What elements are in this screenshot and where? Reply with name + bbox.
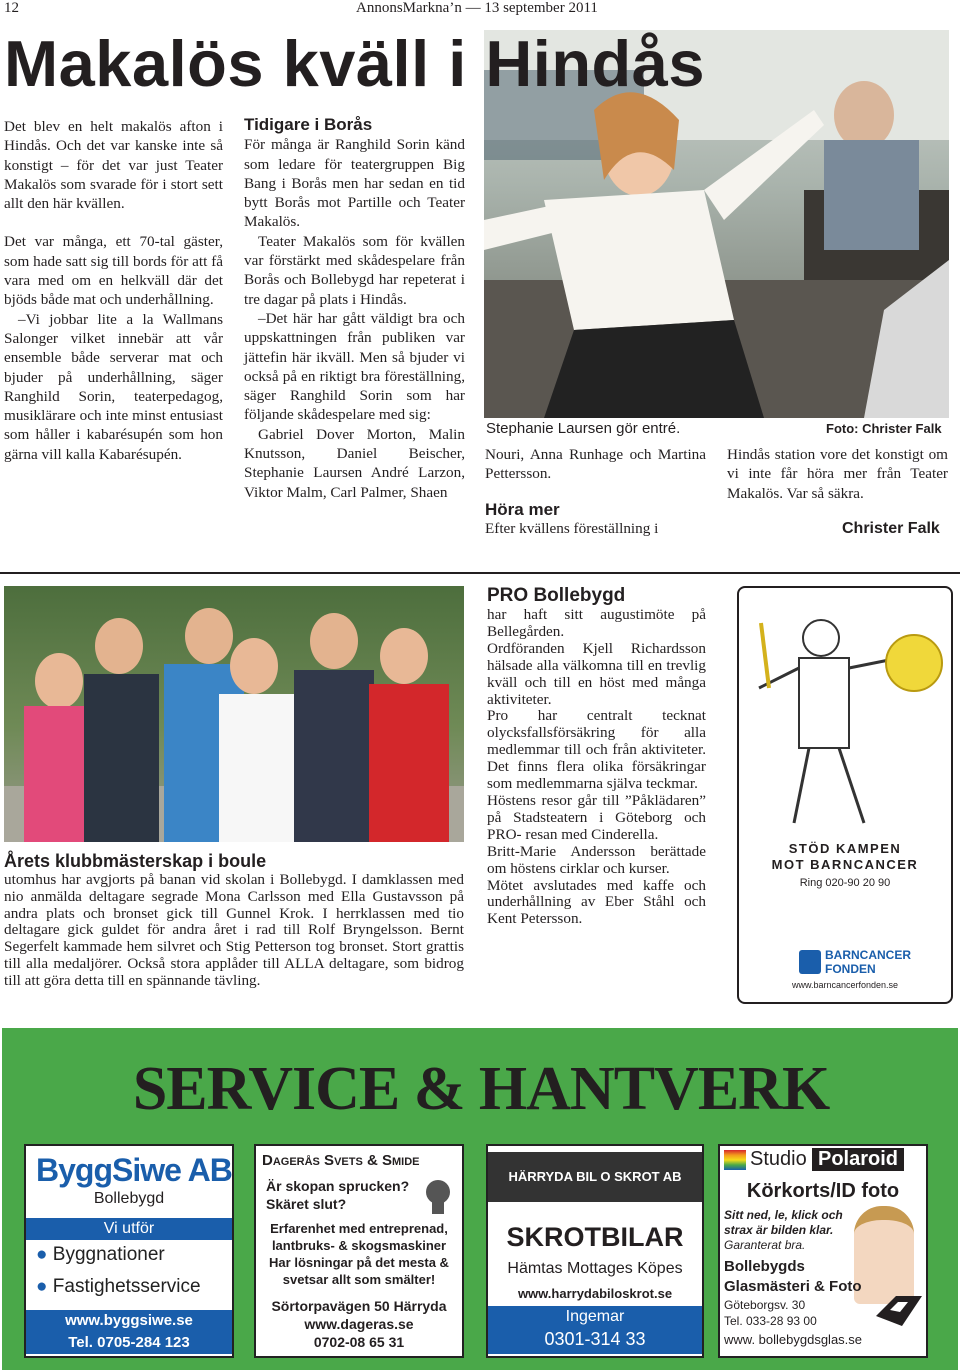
- logo-icon: [799, 950, 821, 974]
- boule-photo-illustration: [4, 586, 464, 842]
- harryda-logo: HÄRRYDA BIL O SKROT AB: [488, 1152, 702, 1202]
- byggsiwe-ad[interactable]: [24, 1144, 234, 1358]
- boule-heading: Årets klubbmästerskap i boule: [4, 851, 267, 871]
- dageras-body: Erfarenhet med entreprenad, lantbruks- & skogsmaskiner Har lösningar på det mesta & svetsar allt som smälter!: [269, 1221, 449, 1287]
- paragraph: Det var många, ett 70-tal gäster, som hade satt sig till bords för att få vara med om en helkväll där det bjöds både mat och underhållning.: [4, 233, 223, 309]
- pro-text: [487, 607, 706, 928]
- byggsiwe-item-1: [36, 1244, 165, 1266]
- cancer-url[interactable]: www.barncancerfonden.se: [791, 980, 899, 990]
- rainbow-stripe-icon: [724, 1150, 746, 1170]
- paragraph: Nouri, Anna Runhage och Martina Pettersson.: [485, 446, 706, 483]
- boule-block: [4, 850, 464, 990]
- polaroid-tel: Tel. 033-28 93 00: [724, 1314, 817, 1328]
- polaroid-ad[interactable]: [718, 1144, 928, 1358]
- paragraph: Teater Makalös som för kvällen var förstärkt med skådespelare från Borås och Bollebygd har repeterat i tre dagar på plats i Hindås.: [244, 232, 465, 308]
- paragraph: –Det här har gått väldigt bra och uppskattningen från publiken var jättefin här ikväll. Men så bjuder vi också på en riktigt bra föreställning, säger Ranghild Sorin som har följande skådespelare med sig:: [244, 309, 465, 424]
- article-column-3: [485, 445, 706, 538]
- logo-text-1: BARNCANCER: [825, 948, 911, 962]
- paragraph: –Vi jobbar lite a la Wallmans Salonger vilket innebär att vår ensemble både serverar mat och bjuder på underhållning, säger Ranghild Sorin, teaterpedagog, musiklärare och inte minst entusiast som håller i kabarésupén som hon gärna vill kalla Kabarésupén.: [4, 310, 223, 463]
- article-column-1: [4, 117, 223, 464]
- polaroid-logo-icon: [876, 1296, 922, 1326]
- knight-drawing-icon: [739, 588, 951, 838]
- cancer-line2: MOT BARNCANCER: [771, 857, 919, 872]
- byggsiwe-vi-utfor: Vi utför: [26, 1218, 232, 1240]
- polaroid-address: Göteborgsv. 30: [724, 1298, 806, 1312]
- service-item: Byggnationer: [52, 1244, 165, 1265]
- polaroid-studio: Studio: [750, 1148, 807, 1170]
- paragraph: har haft sitt augustimöte på Bellegården.: [487, 606, 706, 640]
- headline: Makalös kväll i Hindås: [4, 27, 706, 100]
- boule-photo: [4, 586, 464, 842]
- paragraph: Britt-Marie Andersson berättade om höstens cirklar och kurser.: [487, 842, 706, 877]
- harryda-title: SKROTBILAR: [506, 1222, 684, 1252]
- anvil-skull-icon: [418, 1176, 458, 1216]
- harryda-tel: 0301-314 33: [544, 1329, 646, 1349]
- paragraph: Ordföranden Kjell Richardsson hälsade alla välkomna till en trevlig kväll och till en höst med många aktiviteter.: [487, 639, 706, 708]
- article-column-4: [727, 445, 948, 503]
- byggsiwe-tel: Tel. 0705-284 123: [26, 1332, 232, 1354]
- harryda-web[interactable]: www.harrydabiloskrot.se: [517, 1286, 673, 1301]
- dageras-ad[interactable]: [254, 1144, 464, 1358]
- harryda-sub: Hämtas Mottages Köpes: [507, 1260, 683, 1277]
- service-banner: [30, 1046, 932, 1134]
- paragraph: Höstens resor går till ”Påklädaren” på Stadsteatern i Göteborg och PRO- resan med Cinderella.: [487, 791, 706, 843]
- service-section: [2, 1028, 958, 1370]
- paragraph: Mötet avslutades med kaffe och underhållning av Eber Ståhl och Kent Petersson.: [487, 876, 706, 928]
- harryda-contact-box: [488, 1306, 702, 1354]
- harryda-ad[interactable]: [486, 1144, 704, 1358]
- dageras-address: Sörtorpavägen 50 Härryda: [271, 1298, 447, 1314]
- cancer-line1: STÖD KAMPEN: [788, 841, 902, 856]
- dageras-q2: Skäret slut?: [266, 1196, 347, 1212]
- polaroid-web[interactable]: www. bollebygdsglas.se: [724, 1332, 863, 1347]
- paragraph: Efter kvällens föreställning i: [485, 519, 659, 537]
- paragraph: Hindås station vore det konstigt om vi inte får höra mer från Teater Makalös. Var så säkra.: [727, 446, 948, 502]
- byggsiwe-name: ByggSiwe AB: [36, 1152, 232, 1188]
- photo-credit: Foto: Christer Falk: [826, 421, 942, 436]
- boule-text: utomhus har avgjorts på banan vid skolan i Bollebygd. I damklassen med nio anmälda deltagare segrade Mona Carlsson med Ella Gustavsson på andra plats och bronset gick till Gunnel Krok. I herrklassen med tio deltagare gick guldet för andra året i rad till Rolf Bryngelsson. Bernt Segerfelt kammade hem silvret och Stig Petterson tog bronset. Stort grattis till alla medaljörer. Också stora applåder till ALLA deltagare, som bidrog till att göra detta till en spännande tävling.: [4, 871, 464, 989]
- subheading: Höra mer: [485, 499, 560, 519]
- service-item: Fastighetsservice: [52, 1276, 201, 1297]
- polaroid-tag3: Garanterat bra.: [724, 1238, 806, 1252]
- polaroid-tag2: strax är bilden klar.: [724, 1223, 834, 1237]
- dageras-tel: 0702-08 65 31: [313, 1334, 405, 1350]
- publication-line: AnnonsMarkna’n — 13 september 2011: [356, 0, 598, 16]
- service-title: SERVICE & HANTVERK: [132, 1055, 830, 1123]
- page-number: 12: [4, 0, 19, 16]
- paragraph: Det blev en helt makalös afton i Hindås. Och det var kanske inte så konstigt – för det var just Teater Makalös som svarade för i stort sett allt den här kvällen.: [4, 118, 223, 213]
- paragraph: Pro har centralt tecknat olycksfallsförsäkring för alla medlemmar till och från aktiviteter. Det finns flera olika försäkringar som medlemmarna själva teckmar.: [487, 707, 706, 793]
- byggsiwe-web[interactable]: www.byggsiwe.se: [26, 1310, 232, 1332]
- barncancer-ad[interactable]: [737, 586, 953, 1004]
- polaroid-title: Körkorts/ID foto: [746, 1180, 900, 1202]
- polaroid-tag1: Sitt ned, le, klick och: [724, 1208, 843, 1222]
- section-divider: [0, 572, 960, 574]
- byggsiwe-town: Bollebygd: [93, 1190, 165, 1207]
- cancer-phone: Ring 020-90 20 90: [799, 877, 891, 889]
- byggsiwe-item-2: [36, 1276, 201, 1298]
- pro-block: [487, 585, 706, 928]
- logo-text-2: FONDEN: [825, 962, 876, 976]
- polaroid-name2: Glasmästeri & Foto: [724, 1278, 862, 1295]
- byline: Christer Falk: [842, 520, 940, 537]
- bullet-icon: ●: [36, 1276, 48, 1297]
- photo-caption: Stephanie Laursen gör entré.: [486, 420, 681, 437]
- subheading: Tidigare i Borås: [244, 115, 373, 134]
- article-column-2: [244, 115, 465, 502]
- bullet-icon: ●: [36, 1244, 48, 1265]
- paragraph: För många är Ranghild Sorin känd som ledare för teatergruppen Big Bang i Borås men har sedan en tid bytt Borås mot Partille och Teater Makalös.: [244, 136, 465, 231]
- dageras-q1: Är skopan sprucken?: [266, 1178, 410, 1194]
- polaroid-brand: Polaroid: [812, 1148, 904, 1171]
- dageras-name: Dagerås Svets & Smide: [262, 1152, 420, 1169]
- polaroid-header: [720, 1148, 926, 1174]
- paragraph: Gabriel Dover Morton, Malin Knutsson, Daniel Beischer, Stephanie Laursen André Larzon, Viktor Malm, Carl Palmer, Shaen: [244, 425, 465, 501]
- portrait-photo: [854, 1206, 914, 1304]
- harryda-ingemar: Ingemar: [565, 1308, 625, 1325]
- dageras-web[interactable]: www.dageras.se: [304, 1316, 414, 1332]
- polaroid-name1: Bollebygds: [724, 1258, 805, 1275]
- pro-heading: PRO Bollebygd: [487, 585, 626, 606]
- barncancer-logo: [799, 948, 909, 978]
